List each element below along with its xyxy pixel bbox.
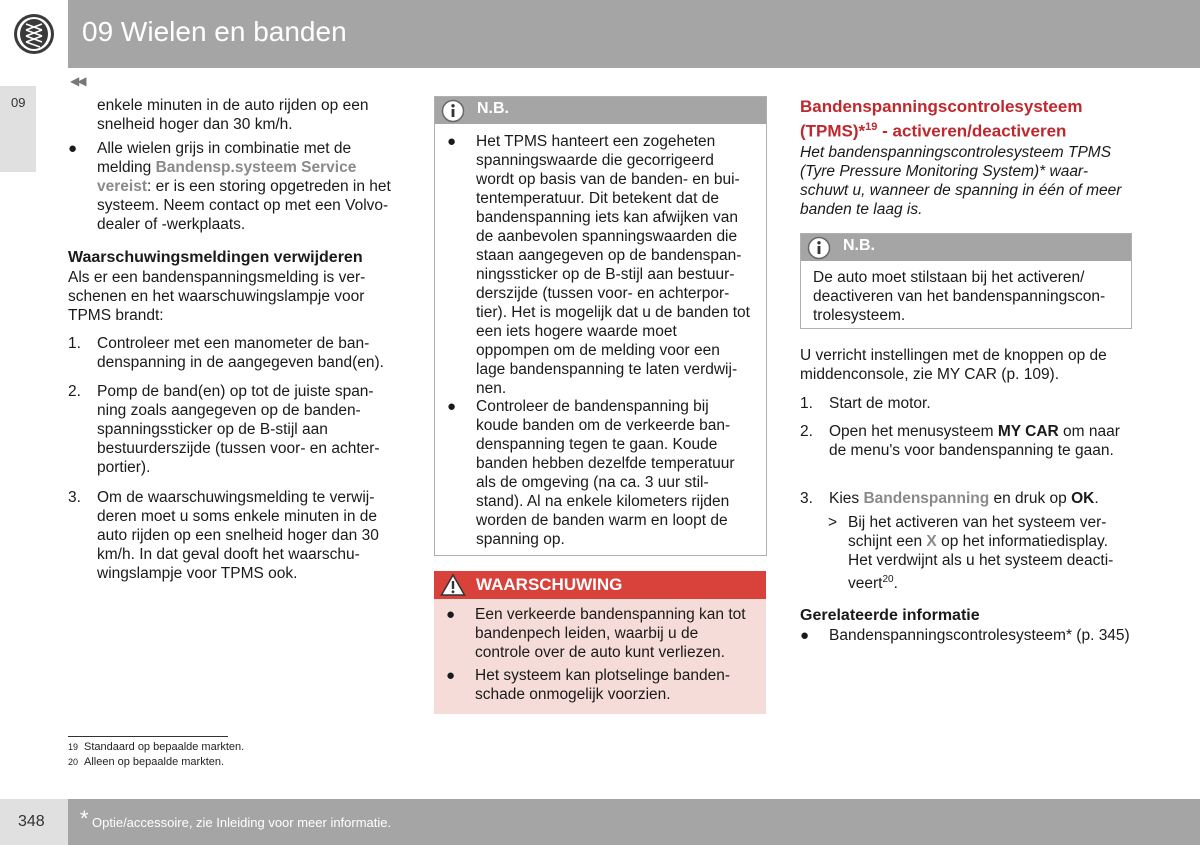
- nb-box-header: [435, 97, 766, 124]
- bullet-icon: ●: [800, 627, 810, 644]
- footer-star: *: [80, 806, 89, 831]
- step-item: 3. Kies Bandenspanning en druk op OK.: [800, 490, 1099, 507]
- section-intro: Als er een bandenspanningsmelding is ver-schenen en het waarschuwingslampje voor TPMS brandt:: [68, 269, 366, 324]
- list-item: ● Het systeem kan plotselinge banden-schade onmogelijk voorzien.: [446, 667, 731, 703]
- section-heading: Waarschuwingsmeldingen verwijderen: [68, 249, 363, 266]
- related-link[interactable]: Bandenspanningscontrolesysteem* (p. 345): [829, 627, 1130, 644]
- footnote: 20 Alleen op bepaalde markten.: [68, 756, 225, 768]
- step-item: 2. Pomp de band(en) op tot de juiste span-ning zoals aangegeven op de banden-spanningssticker op de B-stijl aan bestuurderszijde (tussen voor- en achter-portier).: [68, 383, 380, 476]
- nb-text: De auto moet stilstaan bij het activeren/ deactiveren van het bandenspanningscon-trolesysteem.: [813, 269, 1106, 324]
- warning-triangle-icon: [440, 573, 466, 597]
- nb-box-header: [801, 234, 1131, 261]
- chapter-tab-label: 09: [11, 95, 26, 110]
- info-icon: [807, 236, 831, 260]
- list-item: ● Alle wielen grijs in combinatie met de melding Bandensp.systeem Service vereist: er is een storing opgetreden in het systeem. Neem contact op met een Volvo-dealer of -werkplaats.: [68, 140, 391, 233]
- bullet-icon: ●: [447, 133, 457, 150]
- nb-label: N.B.: [843, 237, 875, 254]
- step-item: 1. Controleer met een manometer de ban-denspanning in de aangegeven band(en).: [68, 335, 384, 371]
- step-item: 2. Open het menusysteem MY CAR om naar de menu's voor bandenspanning te gaan.: [800, 423, 1120, 459]
- tire-icon: [12, 12, 56, 56]
- related-heading: Gerelateerde informatie: [800, 607, 980, 624]
- result-marker: >: [828, 514, 838, 531]
- list-item: ● Een verkeerde bandenspanning kan tot bandenpech leiden, waarbij u de controle over de auto kunt verliezen.: [446, 606, 746, 661]
- double-chevron-left-icon[interactable]: ◀◀: [70, 74, 85, 88]
- bullet-icon: ●: [446, 667, 456, 684]
- warning-box: [434, 571, 766, 714]
- nb-box: [434, 96, 767, 556]
- list-item: ● Het TPMS hanteert een zogeheten spanningswaarde die gecorrigeerd wordt op basis van de banden- en bui-tentemperatuur. Dit betekent dat de bandenspanning iets kan afwijken van de aanbevolen spanningswaarden die staan aangegeven op de bandenspan-ningssticker op de B-stijl aan bestuur-derszijde (tussen voor- en achterpor-tier). Het is mogelijk dat u de banden tot een iets hogere waarde moet oppompen om de melding voor een lage bandenspanning te laten verdwij-nen.: [447, 133, 750, 397]
- sub-step: > Bij het activeren van het systeem ver-schijnt een X op het informatiedisplay. Het verdwijnt als u het systeem deacti-veert$^{20}$.: [828, 514, 1114, 593]
- warning-box-header: [434, 571, 766, 599]
- related-item[interactable]: [800, 626, 1135, 645]
- message-highlight: Bandensp.systeem Service vereist: [97, 159, 357, 195]
- warning-label: WAARSCHUWING: [476, 575, 623, 594]
- bullet-icon: ●: [447, 398, 457, 415]
- page-number: 348: [18, 813, 45, 830]
- nb-label: N.B.: [477, 100, 509, 117]
- chapter-title: 09 Wielen en banden: [82, 16, 347, 47]
- section-title: Bandenspanningscontrolesysteem (TPMS)*$^{19}$ - activeren/deactiveren: [800, 97, 1083, 141]
- footnote-divider: [68, 736, 228, 737]
- footer-note: Optie/accessoire, zie Inleiding voor meer informatie.: [92, 815, 392, 830]
- list-item: ● Controleer de bandenspanning bij koude banden om de verkeerde ban-denspanning tegen te gaan. Koude banden hebben dezelfde temperatuur als de omgeving (na ca. 3 uur stil-stand). Al na enkele kilometers rijden worden de banden warm en loopt de spanning op.: [447, 398, 735, 548]
- paragraph: U verricht instellingen met de knoppen op de middenconsole, zie MY CAR (p. 109).: [800, 347, 1107, 383]
- section-intro: Het bandenspanningscontrolesysteem TPMS (Tyre Pressure Monitoring System)* waar-schuwt u, wanneer de spanning in één of meer banden te laag is.: [800, 144, 1122, 218]
- info-icon: [441, 99, 465, 123]
- step-item: 1. Start de motor.: [800, 395, 931, 412]
- footnote: 19 Standaard op bepaalde markten.: [68, 741, 245, 753]
- menu-option-highlight: Bandenspanning: [863, 490, 990, 507]
- bullet-icon: ●: [68, 140, 78, 157]
- step-item: 3. Om de waarschuwingsmelding te verwij-deren moet u soms enkele minuten in de auto rijden op een snelheid hoger dan 30 km/h. In dat geval dooft het waarschu-wingslampje voor TPMS ook.: [68, 489, 379, 582]
- bullet-icon: ●: [446, 606, 456, 623]
- continued-text: enkele minuten in de auto rijden op een snelheid hoger dan 30 km/h.: [97, 97, 369, 133]
- nb-box: [800, 233, 1132, 329]
